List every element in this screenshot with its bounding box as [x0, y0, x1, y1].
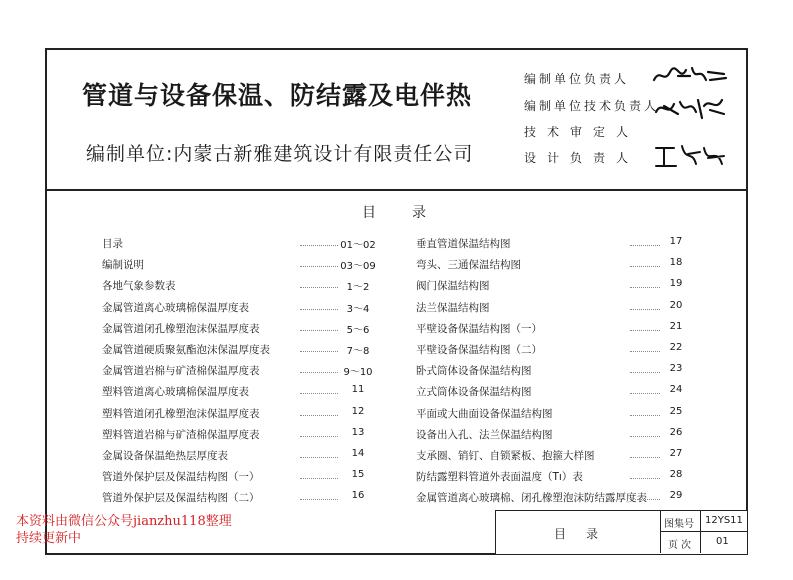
toc-left-item: 塑料管道岩棉与矿渣棉保温厚度表 [102, 428, 260, 441]
toc-left-page: 5～6 [346, 324, 370, 336]
toc-leader-dots [300, 499, 338, 500]
toc-leader-dots [300, 245, 338, 246]
toc-right-item: 弯头、三通保温结构图 [416, 259, 521, 272]
atlas-label: 图集号 [664, 519, 694, 530]
toc-left-item: 金属管道闭孔橡塑泡沫保温厚度表 [102, 322, 260, 335]
toc-left-page: 03～09 [340, 261, 376, 273]
toc-left-page: 01～02 [340, 240, 376, 251]
header-divider [45, 189, 748, 191]
toc-left-item: 目录 [102, 238, 123, 250]
toc-leader-dots [300, 309, 338, 310]
toc-left-item: 金属设备保温绝热层厚度表 [102, 450, 228, 462]
toc-leader-dots [300, 393, 338, 394]
toc-leader-dots [300, 351, 338, 352]
toc-left-item: 塑料管道离心玻璃棉保温厚度表 [102, 386, 249, 399]
toc-left-page: 11 [351, 384, 365, 396]
toc-right-page: 21 [669, 320, 683, 332]
resp-role-1: 编制单位负责人 [524, 72, 630, 86]
toc-right-page: 28 [669, 469, 683, 481]
toc-leader-dots [300, 415, 338, 416]
toc-left-page: 9～10 [343, 367, 373, 379]
toc-right-item: 卧式筒体设备保温结构图 [416, 365, 532, 378]
resp-role-4: 设计负责人 [524, 151, 640, 165]
toc-right-page: 26 [669, 426, 683, 438]
toc-right-item: 平面或大曲面设备保温结构图 [416, 407, 553, 420]
toc-left-item: 管道外保护层及保温结构图（二） [102, 492, 260, 505]
toc-left-item: 塑料管道闭孔橡塑泡沫保温厚度表 [102, 407, 260, 420]
toc-right-page: 23 [669, 363, 683, 375]
toc-left-item: 金属管道离心玻璃棉保温厚度表 [102, 301, 249, 314]
signature-2 [650, 92, 730, 122]
toc-leader-dots [300, 457, 338, 458]
toc-right-page: 29 [669, 490, 683, 502]
watermark-line-1: 本资料由微信公众号jianzhu118整理 [16, 514, 232, 529]
toc-right-page: 19 [669, 278, 683, 290]
page-number: 01 [716, 536, 729, 547]
toc-left-page: 12 [351, 405, 365, 417]
toc-right-page: 17 [669, 236, 683, 247]
toc-right-item: 法兰保温结构图 [416, 301, 490, 314]
toc-leader-dots [300, 287, 338, 288]
resp-role-3: 技术审定人 [524, 125, 640, 139]
signature-1 [650, 62, 730, 88]
title-block-name: 目录 [554, 527, 619, 541]
toc-right-item: 垂直管道保温结构图 [416, 238, 511, 250]
toc-left-page: 16 [351, 490, 365, 502]
title-block [495, 510, 748, 555]
toc-right-page: 18 [669, 257, 683, 269]
toc-leader-dots [300, 266, 338, 267]
toc-left-page: 13 [351, 426, 365, 438]
toc-left-page: 14 [351, 448, 365, 459]
resp-role-2: 编制单位技术负责人 [524, 99, 660, 113]
toc-right-item: 防结露塑料管道外表面温度（Tı）表 [416, 471, 583, 484]
signature-3 [650, 140, 730, 170]
toc-leader-dots [300, 330, 338, 331]
toc-right-item: 支承圈、销钉、自锁紧板、抱箍大样图 [416, 450, 595, 462]
toc-right-item: 平壁设备保温结构图（二） [416, 344, 542, 356]
toc-right-page: 20 [669, 299, 683, 311]
watermark-line-2: 持续更新中 [16, 531, 82, 546]
toc-right-page: 27 [669, 448, 683, 459]
toc-left-item: 管道外保护层及保温结构图（一） [102, 471, 260, 484]
toc-left-item: 各地气象参数表 [102, 280, 176, 293]
toc-left-item: 编制说明 [102, 259, 144, 272]
toc-left-item: 金属管道岩棉与矿渣棉保温厚度表 [102, 365, 260, 378]
toc-right-page: 25 [669, 405, 683, 417]
toc-left-page: 7～8 [346, 346, 370, 357]
toc-leader-dots [300, 478, 338, 479]
toc-right-item: 设备出入孔、法兰保温结构图 [416, 428, 553, 441]
toc-left-page: 15 [351, 469, 365, 481]
toc-heading: 目录 [362, 205, 462, 221]
toc-right-item: 立式筒体设备保温结构图 [416, 386, 532, 399]
toc-left-item: 金属管道硬质聚氨酯泡沫保温厚度表 [102, 344, 270, 356]
toc-right-item: 平壁设备保温结构图（一） [416, 322, 542, 335]
toc-leader-dots [300, 372, 338, 373]
page-label: 页次 [668, 540, 694, 551]
toc-right-item: 阀门保温结构图 [416, 280, 490, 293]
toc-right-page: 22 [669, 342, 683, 353]
organization-line: 编制单位:内蒙古新雅建筑设计有限责任公司 [86, 143, 474, 165]
toc-right-page: 24 [669, 384, 683, 396]
page-title: 管道与设备保温、防结露及电伴热 [82, 81, 473, 110]
toc-left-page: 1～2 [346, 282, 370, 294]
toc-leader-dots [300, 436, 338, 437]
toc-right-item: 金属管道离心玻璃棉、闭孔橡塑泡沫防结露厚度表 [416, 492, 647, 505]
atlas-number: 12YS11 [705, 515, 743, 526]
toc-left-page: 3～4 [346, 303, 370, 315]
